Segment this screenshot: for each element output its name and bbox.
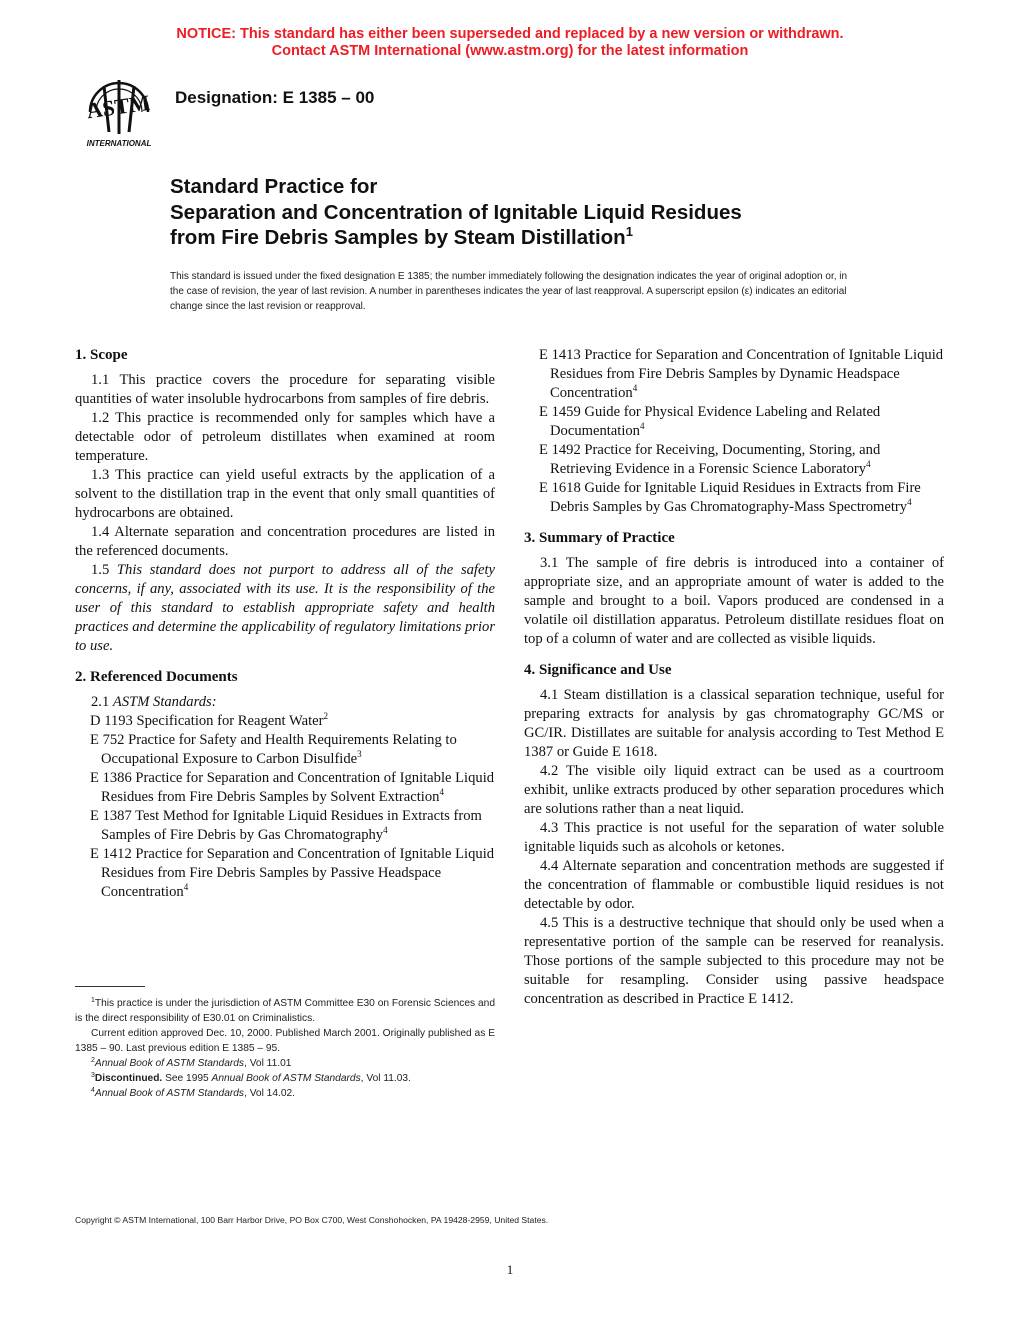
ref-d1193: D 1193 Specification for Reagent Water$^2$ (90, 711, 328, 729)
section-heading-referenced-documents: 2. Referenced Documents (75, 669, 238, 685)
title-line-2: Separation and Concentration of Ignitable Liquid Residues (170, 200, 742, 224)
paragraph-1-4: 1.4 Alternate separation and concentration procedures are listed in the referenced documents. (75, 524, 495, 559)
footnote-3: $^3$Discontinued. See 1995 Annual Book of ASTM Standards, Vol 11.03. (91, 1072, 411, 1084)
footnote-2: $^2$Annual Book of ASTM Standards, Vol 11.01 (91, 1057, 292, 1069)
left-column (75, 346, 495, 902)
paragraph-1-3: 1.3 This practice can yield useful extracts by the application of a solvent to the distillation trap in the event that only small quantities of hydrocarbons are obtained. (75, 467, 495, 521)
ref-e1413: E 1413 Practice for Separation and Concentration of Ignitable Liquid Residues from Fire Debris Samples by Dynamic Headspace Concentration$^4$ (539, 347, 944, 401)
paragraph-4-1: 4.1 Steam distillation is a classical separation technique, useful for preparing extracts for analysis by gas chromatography GC/MS or GC/IR. Distillates are suitable for analysis according to Test Method E 1387 or Guide E 1618. (524, 687, 944, 760)
ref-e1387: E 1387 Test Method for Ignitable Liquid Residues in Extracts from Samples of Fire Debris by Gas Chromatography$^4$ (90, 808, 482, 843)
paragraph-1-1: 1.1 This practice covers the procedure for separating visible quantities of water insoluble hydrocarbons from samples of fire debris. (75, 372, 495, 407)
paragraph-4-2: 4.2 The visible oily liquid extract can be used as a courtroom exhibit, unlike extracts produced by other separation procedures which are solutions rather than a neat liquid. (524, 763, 944, 817)
ref-e1459: E 1459 Guide for Physical Evidence Labeling and Related Documentation$^4$ (539, 404, 881, 439)
paragraph-4-4: 4.4 Alternate separation and concentration methods are suggested if the concentration of flammable or combustible liquid residues is not detectable by odor. (524, 858, 944, 912)
logo-text: ASTM (85, 89, 152, 124)
astm-logo (76, 72, 162, 150)
paragraph-1-2: 1.2 This practice is recommended only for samples which have a detectable odor of petroleum distillates when examined at room temperature. (75, 410, 495, 464)
title-line-1: Standard Practice for (170, 175, 378, 198)
section-heading-scope: 1. Scope (75, 347, 128, 363)
paragraph-4-3: 4.3 This practice is not useful for the separation of water soluble ignitable liquids such as alcohols or ketones. (524, 820, 944, 855)
ref-e1618: E 1618 Guide for Ignitable Liquid Residues in Extracts from Fire Debris Samples by Gas Chromatography-Mass Spectrometry$^4$ (539, 480, 921, 515)
issued-note: This standard is issued under the fixed designation E 1385; the number immediately following the designation indicates the year of original adoption or, in the case of revision, the year of last revision. A number in parentheses indicates the year of last reapproval. A superscript epsilon (ε) indicates an editorial change since the last revision or reapproval. (170, 271, 848, 312)
page-number: 1 (506, 1262, 514, 1277)
paragraph-4-5: 4.5 This is a destructive technique that should only be used when a representative portion of the sample can be reserved for reanalysis. Those portions of the sample subjected to this procedure may not be suitable for resampling. Consider using passive headspace concentration as described in Practice E 1412. (524, 915, 944, 1007)
withdrawal-notice-line2: Contact ASTM International (www.astm.org) for the latest information (271, 43, 749, 59)
section-heading-summary: 3. Summary of Practice (524, 530, 675, 546)
document-title (170, 174, 870, 251)
astm-international-logo-icon (76, 72, 162, 150)
paragraph-1-5: 1.5 This standard does not purport to address all of the safety concerns, if any, associated with its use. It is the responsibility of the user of this standard to establish appropriate safety and health practices and determine the applicability of regulatory limitations prior to use. (75, 562, 495, 654)
ref-e1492: E 1492 Practice for Receiving, Documenting, Storing, and Retrieving Evidence in a Forensic Science Laboratory$^4$ (539, 442, 881, 477)
ref-e752: E 752 Practice for Safety and Health Requirements Relating to Occupational Exposure to Carbon Disulfide$^3$ (90, 732, 457, 767)
title-footnote-mark[interactable]: 1 (625, 224, 633, 239)
withdrawal-notice-line1: NOTICE: This standard has either been superseded and replaced by a new version or withdrawn. (176, 26, 844, 42)
designation: Designation: E 1385 – 00 (175, 88, 375, 107)
ref-e1412: E 1412 Practice for Separation and Concentration of Ignitable Liquid Residues from Fire Debris Samples by Passive Headspace Concentration$^4$ (90, 846, 495, 900)
ref-e1386: E 1386 Practice for Separation and Concentration of Ignitable Liquid Residues from Fire Debris Samples by Solvent Extraction$^4$ (90, 770, 495, 805)
section-heading-significance: 4. Significance and Use (524, 662, 672, 678)
right-column (524, 346, 944, 1009)
paragraph-2-1: 2.1 ASTM Standards: (91, 694, 217, 710)
paragraph-3-1: 3.1 The sample of fire debris is introduced into a container of appropriate size, and an appropriate amount of water is added to the sample and brought to a boil. Vapors produced are condensed in a volatile oil distillation apparatus. Petroleum distillate residues float on top of a column of water and are collected as visible liquids. (524, 555, 944, 647)
footnote-1-edition: Current edition approved Dec. 10, 2000. Published March 2001. Originally published as E 1385 – 90. Last previous edition E 1385 – 95. (75, 1028, 495, 1054)
logo-subtext: INTERNATIONAL (86, 139, 152, 148)
footnote-divider (75, 986, 145, 987)
footnotes (75, 996, 495, 1101)
copyright: Copyright © ASTM International, 100 Barr Harbor Drive, PO Box C700, West Conshohocken, PA 19428-2959, United States. (75, 1215, 549, 1225)
footnote-4: $^4$Annual Book of ASTM Standards, Vol 14.02. (91, 1087, 296, 1099)
footnote-1: $^1$This practice is under the jurisdiction of ASTM Committee E30 on Forensic Sciences and is the direct responsibility of E30.01 on Criminalistics. (75, 997, 495, 1024)
title-line-3: from Fire Debris Samples by Steam Distillation$^1$ (170, 224, 633, 249)
